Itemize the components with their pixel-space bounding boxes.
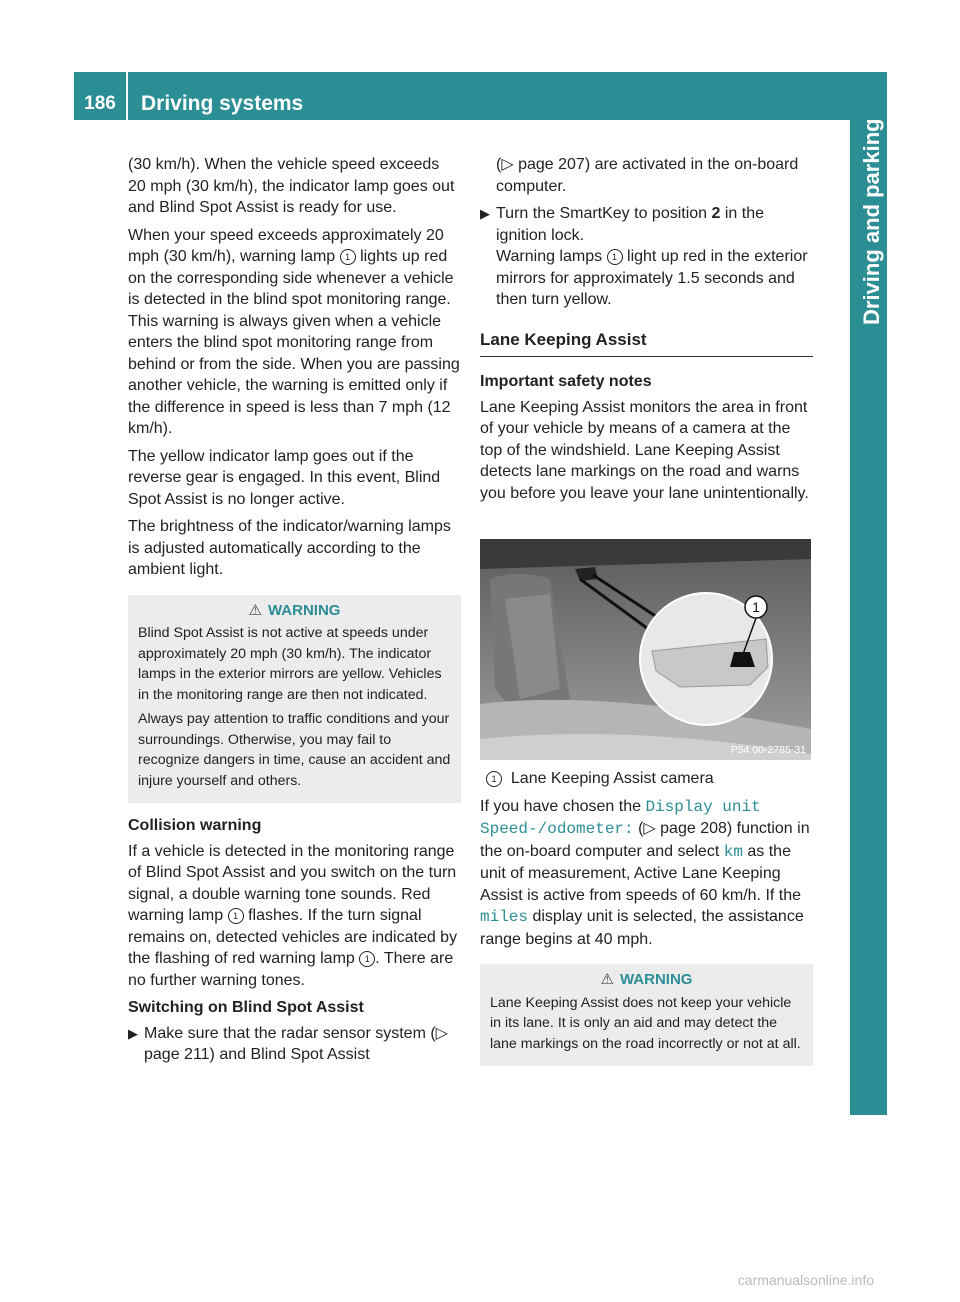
side-tab-text-wrap xyxy=(859,118,884,920)
warning-triangle-icon: ⚠ xyxy=(600,971,614,988)
section-heading: Switching on Blind Spot Assist xyxy=(128,999,364,1016)
image-caption: 1 Lane Keeping Assist camera xyxy=(480,768,813,790)
unit-miles: miles xyxy=(480,908,529,926)
paragraph: (30 km/h). When the vehicle speed exceeds 20 mph (30 km/h), the indicator lamp goes out and Blind Spot Assist is ready for use. xyxy=(128,156,455,216)
callout-1-icon: 1 xyxy=(228,908,244,924)
paragraph: If you have chosen the Display unit Speed-/odometer: (▷ page 208) function in the on-board computer and select km as the unit of measurement, Active Lane Keeping Assist is active from speeds of 60 km/h. If the miles display unit is selected, the assistance range begins at 40 mph. xyxy=(480,797,810,948)
callout-1-icon: 1 xyxy=(340,249,356,265)
callout-1-icon: 1 xyxy=(607,249,623,265)
right-column xyxy=(480,154,813,510)
left-column xyxy=(128,154,461,1066)
paragraph: The brightness of the indicator/warning lamps is adjusted automatically according to the ambient light. xyxy=(128,518,451,578)
warning-text: Blind Spot Assist is not active at speeds under approximately 20 mph (30 km/h). The indicator lamps in the exterior mirrors are yellow. Vehicles in the monitoring range are then not indicated. xyxy=(138,625,442,703)
instruction-item: ▶ Turn the SmartKey to position 2 in the ignition lock. Warning lamps 1 light up red in the exterior mirrors for approximately 1.5 seconds and then turn yellow. xyxy=(480,205,808,308)
warning-triangle-icon: ⚠ xyxy=(248,601,262,619)
warning-text: Always pay attention to traffic conditions and your surroundings. Otherwise, you may fail to recognize dangers in time, cause an accident and injure yourself and others. xyxy=(138,711,451,789)
action-arrow-icon: ▶ xyxy=(128,1025,138,1041)
paragraph: When your speed exceeds approximately 20 mph (30 km/h), warning lamp 1 lights up red on the corresponding side whenever a vehicle is detected in the blind spot monitoring range. This warning is always given when a vehicle enters the blind spot monitoring range from behind or from the side. When you are passing another vehicle, the warning is emitted only if the difference in speed is less than 7 mph (12 km/h). xyxy=(128,226,460,437)
warning-text: Lane Keeping Assist does not keep your vehicle in its lane. It is only an aid and may detect the lane markings on the road incorrectly or not at all. xyxy=(490,994,801,1052)
camera-photo xyxy=(480,539,811,760)
right-column-lower xyxy=(480,768,813,1066)
image-code: P54.00-2785-31 xyxy=(730,744,806,756)
paragraph: The yellow indicator lamp goes out if the reverse gear is engaged. In this event, Blind Spot Assist is no longer active. xyxy=(128,447,441,508)
warning-box xyxy=(480,964,813,1066)
unit-km: km xyxy=(723,842,743,861)
action-arrow-icon: ▶ xyxy=(480,206,490,221)
warning-box xyxy=(128,595,461,804)
display-setting: Display unit Speed-/odometer: xyxy=(480,797,761,838)
warning-title: ⚠ WARNING xyxy=(248,601,341,619)
section-heading: Lane Keeping Assist xyxy=(480,329,813,358)
callout-1-icon: 1 xyxy=(486,771,502,787)
instruction-continuation: (▷ page 207) are activated in the on-board computer. xyxy=(496,156,799,195)
subsection-heading: Important safety notes xyxy=(480,373,652,390)
warning-title: ⚠ WARNING xyxy=(600,971,693,988)
instruction-item: ▶ Make sure that the radar sensor system (▷ page 211) and Blind Spot Assist xyxy=(128,1024,448,1063)
callout-1-label: 1 xyxy=(752,599,760,615)
page-number: 186 xyxy=(74,72,126,120)
page-title: Driving systems xyxy=(128,72,887,120)
paragraph: If a vehicle is detected in the monitoring range of Blind Spot Assist and you switch on the turn signal, a double warning tone sounds. Red warning lamp 1 flashes. If the turn signal remains on, detected vehicles are indicated by the flashing of red warning lamp 1 . There are no further warning tones. xyxy=(128,842,458,989)
watermark: carmanualsonline.info xyxy=(737,1272,874,1288)
camera-illustration xyxy=(480,539,811,760)
side-tab-lower xyxy=(850,920,887,1115)
section-heading: Collision warning xyxy=(128,817,262,834)
paragraph: Lane Keeping Assist monitors the area in front of your vehicle by means of a camera at the top of the windshield. Lane Keeping Assist detects lane markings on the road and warns you before you leave your lane unintentionally. xyxy=(480,398,809,502)
callout-1-icon: 1 xyxy=(359,951,375,967)
side-tab-label: Driving and parking xyxy=(859,118,884,325)
